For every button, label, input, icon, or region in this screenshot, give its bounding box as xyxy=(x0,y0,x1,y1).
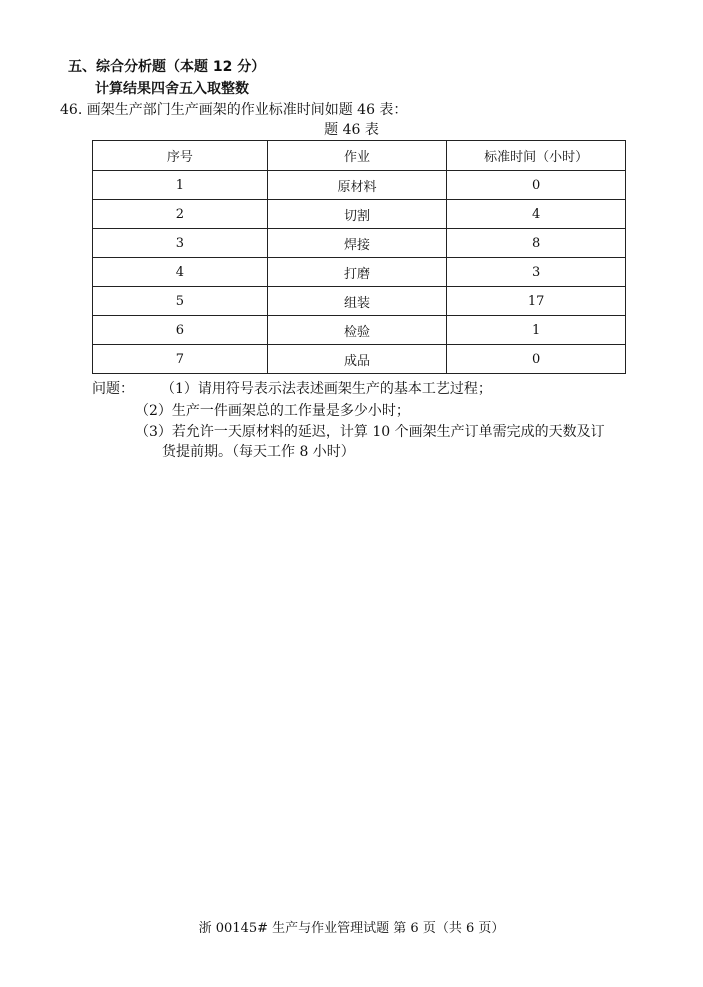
cell-task: 组装 xyxy=(267,287,447,316)
cell-time: 3 xyxy=(447,258,626,287)
calculation-note: 计算结果四舍五入取整数 xyxy=(95,81,249,97)
cell-task: 检验 xyxy=(267,316,447,345)
cell-seq: 5 xyxy=(93,287,268,316)
table-row xyxy=(93,229,626,258)
question-46-text: 46. 画架生产部门生产画架的作业标准时间如题 46 表： xyxy=(60,102,408,118)
problems-label: 问题： xyxy=(92,381,134,397)
table-header-row xyxy=(93,141,626,171)
problem-item-3: （3）若允许一天原材料的延迟，计算 10 个画架生产订单需完成的天数及订 xyxy=(135,424,605,440)
header-task: 作业 xyxy=(267,141,447,171)
cell-seq: 7 xyxy=(93,345,268,374)
cell-seq: 3 xyxy=(93,229,268,258)
section-title: 五、综合分析题（本题 12 分） xyxy=(68,59,266,75)
standard-time-table xyxy=(92,140,626,374)
cell-time: 8 xyxy=(447,229,626,258)
header-seq: 序号 xyxy=(93,141,268,171)
cell-time: 17 xyxy=(447,287,626,316)
problem-item-3-continued: 货提前期。（每天工作 8 小时） xyxy=(162,444,355,460)
table-row xyxy=(93,316,626,345)
cell-time: 0 xyxy=(447,345,626,374)
table-row xyxy=(93,200,626,229)
cell-time: 1 xyxy=(447,316,626,345)
cell-seq: 4 xyxy=(93,258,268,287)
table-row xyxy=(93,345,626,374)
cell-time: 0 xyxy=(447,171,626,200)
cell-task: 原材料 xyxy=(267,171,447,200)
problem-item-2: （2）生产一件画架总的工作量是多少小时； xyxy=(135,403,410,419)
cell-seq: 6 xyxy=(93,316,268,345)
cell-task: 焊接 xyxy=(267,229,447,258)
problem-item-1: （1）请用符号表示法表述画架生产的基本工艺过程； xyxy=(161,381,492,397)
page-footer: 浙 00145# 生产与作业管理试题 第 6 页（共 6 页） xyxy=(198,921,505,936)
cell-seq: 1 xyxy=(93,171,268,200)
cell-seq: 2 xyxy=(93,200,268,229)
table-caption: 题 46 表 xyxy=(324,122,379,138)
cell-task: 打磨 xyxy=(267,258,447,287)
table-row xyxy=(93,171,626,200)
cell-time: 4 xyxy=(447,200,626,229)
table-row xyxy=(93,287,626,316)
cell-task: 切割 xyxy=(267,200,447,229)
cell-task: 成品 xyxy=(267,345,447,374)
table-row xyxy=(93,258,626,287)
header-std-time: 标准时间（小时） xyxy=(447,141,626,171)
